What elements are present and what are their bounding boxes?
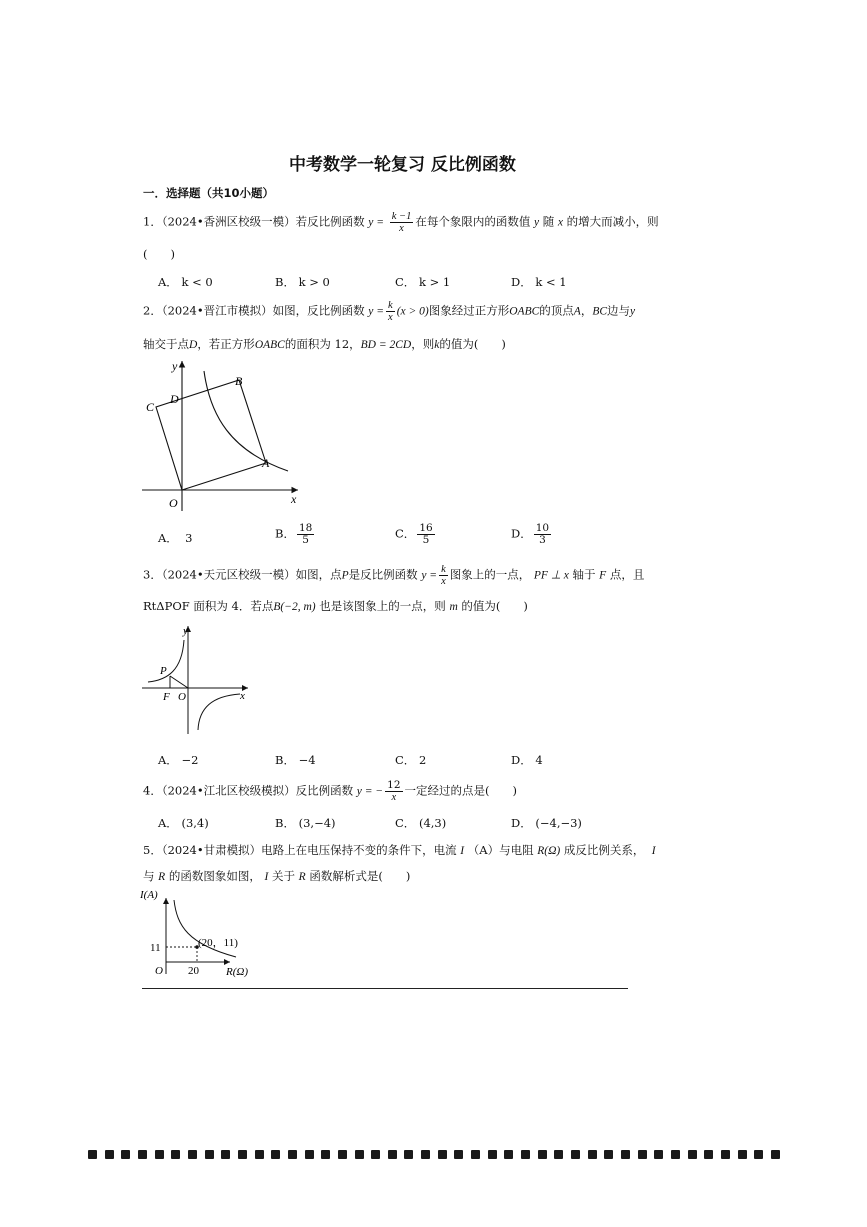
q5-line2-c: 关于 xyxy=(272,869,295,883)
q2-frac-den: x xyxy=(388,312,393,323)
q2-option-b-num: 18 xyxy=(298,522,313,534)
q3-point-b: B(−2, m) xyxy=(273,601,316,613)
q1-var-x: x xyxy=(557,216,564,229)
q2-line2-d: ，则 xyxy=(411,337,435,351)
question-3-line-1 xyxy=(143,564,644,587)
q5-var-r-2: R xyxy=(158,871,166,883)
q2-option-b[interactable] xyxy=(275,523,316,546)
q1-number: 1． xyxy=(143,214,162,229)
q2-var-k: k xyxy=(434,339,440,351)
q1-fraction xyxy=(390,211,414,234)
q2-option-d-den: 3 xyxy=(539,534,546,546)
q2-option-d-num: 10 xyxy=(535,522,550,534)
q2-option-a[interactable] xyxy=(158,530,192,546)
q2-var-y: y xyxy=(630,305,636,318)
q2-square-name: OABC xyxy=(509,305,540,318)
q3-line2-c: 也是该图象上的一点，则 xyxy=(319,599,446,613)
q1-text: 若反比例函数 xyxy=(295,214,365,229)
q2-figure xyxy=(138,355,308,515)
q2-fig-label-a: A xyxy=(262,456,270,470)
q2-var-a: A xyxy=(573,305,581,318)
q3-fraction xyxy=(439,564,448,587)
q3-line2-a: RtΔPOF xyxy=(143,599,190,613)
q3-option-c[interactable]: C． 2 xyxy=(395,753,427,767)
q3-var-p: P xyxy=(341,569,349,582)
q2-option-c-num: 16 xyxy=(419,522,433,534)
q3-fig-label-p: P xyxy=(160,665,167,677)
q2-option-c-frac xyxy=(417,523,434,546)
q5-figure xyxy=(136,884,266,980)
q2-y-eq: y = xyxy=(368,305,385,318)
q2-option-b-den: 5 xyxy=(302,534,309,546)
q5-fig-label-y: I(A) xyxy=(140,889,158,901)
q2-option-c[interactable] xyxy=(395,523,437,546)
q4-number: 4． xyxy=(143,783,162,798)
q3-text-a: 如图，点 xyxy=(295,567,342,582)
q2-square-name-2: OABC xyxy=(254,339,285,351)
q5-text-b: （A）与电阻 xyxy=(467,843,534,857)
q2-fig-label-y: y xyxy=(172,359,178,373)
q2-fig-label-c: C xyxy=(146,400,155,414)
q3-frac-den: x xyxy=(441,576,446,587)
page-title: 中考数学一轮复习 反比例函数 xyxy=(289,155,516,175)
question-1-line-1 xyxy=(143,211,659,234)
q2-text-b: 图象经过正方形 xyxy=(428,303,510,318)
q5-var-i-2: I xyxy=(651,845,656,857)
q2-fig-label-b: B xyxy=(235,374,243,388)
q2-condition: (x > 0) xyxy=(396,305,429,318)
q5-fig-label-11: 11 xyxy=(150,942,161,954)
q3-figure xyxy=(140,620,255,738)
q3-option-d[interactable]: D． 4 xyxy=(511,753,543,767)
q3-line2-b: 面积为 4．若点 xyxy=(193,599,274,613)
q5-var-r-3: R xyxy=(298,871,306,883)
q1-text-d: 的增大而减小，则 xyxy=(566,214,659,229)
q2-option-a-value: 3 xyxy=(185,531,193,545)
q1-text-b: 在每个象限内的函数值 xyxy=(415,214,531,229)
q2-line2-a: 轴交于点 xyxy=(143,337,189,351)
question-2-line-1 xyxy=(143,300,635,323)
q5-fig-label-o: O xyxy=(155,965,163,977)
bottom-dash-border xyxy=(88,1150,780,1164)
q2-var-d: D xyxy=(189,339,198,351)
q3-text-c: 图象上的一点， xyxy=(449,567,531,582)
horizontal-rule xyxy=(142,988,628,989)
q2-hyperbola xyxy=(204,371,288,471)
q1-var-y: y xyxy=(533,216,540,229)
q1-option-d[interactable]: D． k < 1 xyxy=(511,275,567,289)
question-3-line-2 xyxy=(143,598,528,614)
question-4-line-1 xyxy=(143,780,517,803)
q3-option-b[interactable]: B． −4 xyxy=(275,753,316,767)
q2-option-d[interactable] xyxy=(511,523,553,546)
q4-y-eq: y = − xyxy=(356,785,384,798)
q3-number: 3． xyxy=(143,567,162,582)
q2-option-c-label: C． xyxy=(395,526,416,541)
q1-text-c: 随 xyxy=(542,214,555,229)
q4-option-c[interactable]: C． (4,3) xyxy=(395,816,447,830)
q1-option-c[interactable]: C． k > 1 xyxy=(395,275,451,289)
q3-branch-lower xyxy=(198,694,240,730)
q2-text-d: ， xyxy=(580,303,593,318)
q3-fig-label-x: x xyxy=(240,690,245,702)
q2-option-b-frac xyxy=(297,523,314,546)
question-5-line-2 xyxy=(143,868,410,884)
q2-option-d-frac xyxy=(534,523,551,546)
q2-line2-b: ，若正方形 xyxy=(197,337,255,351)
q3-pf: PF ⊥ x xyxy=(533,569,569,582)
q3-frac-num: k xyxy=(441,564,446,575)
q4-option-d[interactable]: D． (−4,−3) xyxy=(511,816,582,830)
q5-var-i: I xyxy=(460,845,465,857)
q1-frac-den: x xyxy=(399,223,404,234)
q5-line2-b: 的函数图象如图， xyxy=(168,869,261,883)
q3-text-d: 轴于 xyxy=(572,567,596,582)
q4-source: （2024•江北区校级模拟） xyxy=(161,783,296,798)
q2-fig-label-x: x xyxy=(291,492,297,506)
q4-option-a[interactable]: A． (3,4) xyxy=(158,816,209,830)
section-heading: 一．选择题（共10小题） xyxy=(143,186,275,200)
q4-option-b[interactable]: B． (3,−4) xyxy=(275,816,336,830)
q3-var-f: F xyxy=(599,569,607,582)
q2-text-a: 如图，反比例函数 xyxy=(272,303,365,318)
q5-text-a: 电路上在电压保持不变的条件下，电流 xyxy=(261,843,457,857)
q5-var-i-3: I xyxy=(264,871,269,883)
q5-text-c: 成反比例关系， xyxy=(563,843,645,857)
q2-fraction xyxy=(386,300,395,323)
q3-text-b: 是反比例函数 xyxy=(348,567,418,582)
q4-text-a: 反比例函数 xyxy=(295,783,354,798)
q2-option-c-den: 5 xyxy=(422,534,430,546)
q3-segment-po xyxy=(170,676,188,688)
q4-fraction xyxy=(385,780,402,803)
q5-number: 5． xyxy=(143,843,162,857)
q3-source: （2024•天元区校级一模） xyxy=(161,567,296,582)
q3-option-a[interactable]: A． −2 xyxy=(158,753,199,767)
q1-option-a[interactable]: A． k < 0 xyxy=(158,275,213,289)
q3-fig-label-f: F xyxy=(163,691,170,703)
question-2-line-2 xyxy=(143,336,506,352)
q2-number: 2． xyxy=(143,303,162,318)
q2-frac-num: k xyxy=(388,300,393,311)
q1-source: （2024•香洲区校级一模） xyxy=(161,214,296,229)
q4-frac-num: 12 xyxy=(387,779,401,791)
q4-frac-den: x xyxy=(391,792,397,803)
q2-option-d-label: D． xyxy=(511,526,532,541)
q5-fig-label-x: R(Ω) xyxy=(226,966,248,978)
q4-text-b: 一定经过的点是( ) xyxy=(404,783,518,798)
q5-fig-label-20: 20 xyxy=(188,965,199,977)
q2-option-b-label: B． xyxy=(275,526,295,541)
q2-line2-e: 的值为( ) xyxy=(439,337,506,351)
q5-source: （2024•甘肃模拟） xyxy=(161,843,262,857)
q1-y-eq: y = xyxy=(368,216,385,229)
q1-paren: ( ) xyxy=(143,247,175,261)
q2-text-c: 的顶点 xyxy=(539,303,574,318)
q2-fig-label-d: D xyxy=(170,392,179,406)
q2-option-a-label: A． xyxy=(158,531,178,545)
q5-var-r: R(Ω) xyxy=(537,845,561,857)
q3-fig-label-o: O xyxy=(178,691,186,703)
q1-option-b[interactable]: B． k > 0 xyxy=(275,275,330,289)
q5-fig-label-point: (20，11) xyxy=(198,937,238,949)
q2-bd-relation: BD = 2CD xyxy=(360,339,412,351)
q2-var-bc: BC xyxy=(592,305,608,318)
q3-var-m: m xyxy=(449,601,458,613)
q5-line2-d: 函数解析式是( ) xyxy=(309,869,411,883)
q3-text-e: 点，且 xyxy=(609,567,645,582)
q1-frac-num: k −1 xyxy=(391,211,412,222)
q3-line2-d: 的值为( ) xyxy=(461,599,528,613)
q5-line2-a: 与 xyxy=(143,869,155,883)
q3-fig-label-y: y xyxy=(183,625,188,637)
q2-text-e: 边与 xyxy=(607,303,631,318)
q2-source: （2024•晋江市模拟） xyxy=(161,303,273,318)
question-5-line-1 xyxy=(143,842,656,858)
q2-fig-label-o: O xyxy=(169,496,178,510)
q2-line2-c: 的面积为 12， xyxy=(284,337,361,351)
q3-y-eq: y = xyxy=(421,569,438,582)
